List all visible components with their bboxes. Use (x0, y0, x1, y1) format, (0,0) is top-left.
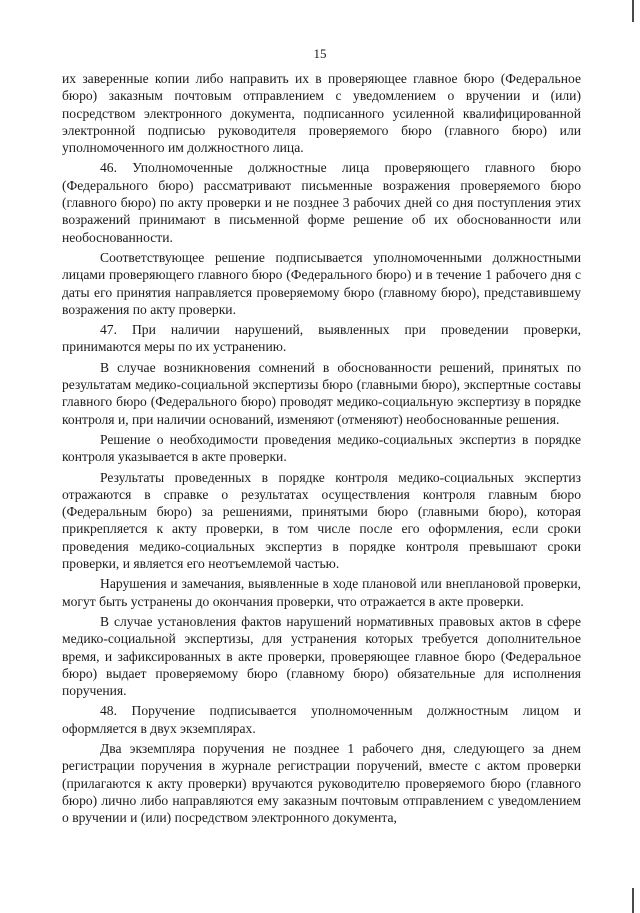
paragraph-47-results: Результаты проведенных в порядке контроля медико-социальных экспертиз отражаются в справке о результатах осуществления контроля главным бюро (Федеральным бюро) за решениями, принятыми бюро (главными бюро), которая прикрепляется к акту проверки, в том числе после его оформления, если сроки проведения медико-социальных экспертиз в порядке контроля превышают сроки проверки, и является его неотъемлемой частью. (62, 469, 581, 572)
scan-edge-mark (632, 0, 634, 22)
scan-edge-mark (632, 888, 634, 913)
paragraph-47-violations: Нарушения и замечания, выявленные в ходе плановой или внеплановой проверки, могут быть устранены до окончания проверки, что отражается в акте проверки. (62, 576, 581, 609)
paragraph-47: 47. При наличии нарушений, выявленных при проведении проверки, принимаются меры по их устранению. (62, 322, 581, 355)
paragraph-continuation: их заверенные копии либо направить их в проверяющее главное бюро (Федеральное бюро) заказным почтовым отправлением с уведомлением о вручении и (или) посредством электронного документа, подписанного усиленной квалифицированной электронной подписью руководителя проверяемого бюро (главного бюро) или уполномоченного им должностного лица. (62, 71, 581, 156)
paragraph-47-decision: Решение о необходимости проведения медико-социальных экспертиз в порядке контроля указывается в акте проверки. (62, 431, 581, 465)
paragraph-47-orders: В случае установления фактов нарушений нормативных правовых актов в сфере медико-социальной экспертизы, для устранения которых требуется дополнительное время, и зафиксированных в акте проверки, проверяющее главное бюро (Федеральное бюро) выдает проверяемому бюро (главному бюро) обязательные для исполнения поручения. (62, 613, 581, 699)
paragraph-47-doubts: В случае возникновения сомнений в обоснованности решений, принятых по результатам медико-социальной экспертизы бюро (главными бюро), экспертные составы главного бюро (Федерального бюро) проводят медико-социальную экспертизу в порядке контроля и, при наличии оснований, изменяют (отменяют) необоснованные решения. (62, 359, 581, 427)
paragraph-46-decision: Соответствующее решение подписывается уполномоченными должностными лицами проверяющего главного бюро (Федерального бюро) и в течение 1 рабочего дня с даты его принятия направляется проверяемому бюро (главному бюро), представившему возражения по акту проверки. (62, 249, 581, 317)
paragraph-46: 46. Уполномоченные должностные лица проверяющего главного бюро (Федерального бюро) рассматривают письменные возражения проверяемого бюро (главного бюро) по акту проверки и не позднее 3 рабочих дней со дня поступления этих возражений принимают в письменной форме решение об их обоснованности или необоснованности. (62, 160, 581, 245)
paragraph-48-copies: Два экземпляра поручения не позднее 1 рабочего дня, следующего за днем регистрации поручения в журнале регистрации поручений, вместе с актом проверки (прилагаются к акту проверки) вручаются руководителю проверяемого бюро (главного бюро) лично либо направляются ему заказным почтовым отправлением с уведомлением о вручении и (или) посредством электронного документа, (62, 740, 581, 826)
document-body (62, 70, 581, 829)
paragraph-48: 48. Поручение подписывается уполномоченным должностным лицом и оформляется в двух экземплярах. (62, 703, 581, 736)
page-number: 15 (313, 46, 327, 61)
